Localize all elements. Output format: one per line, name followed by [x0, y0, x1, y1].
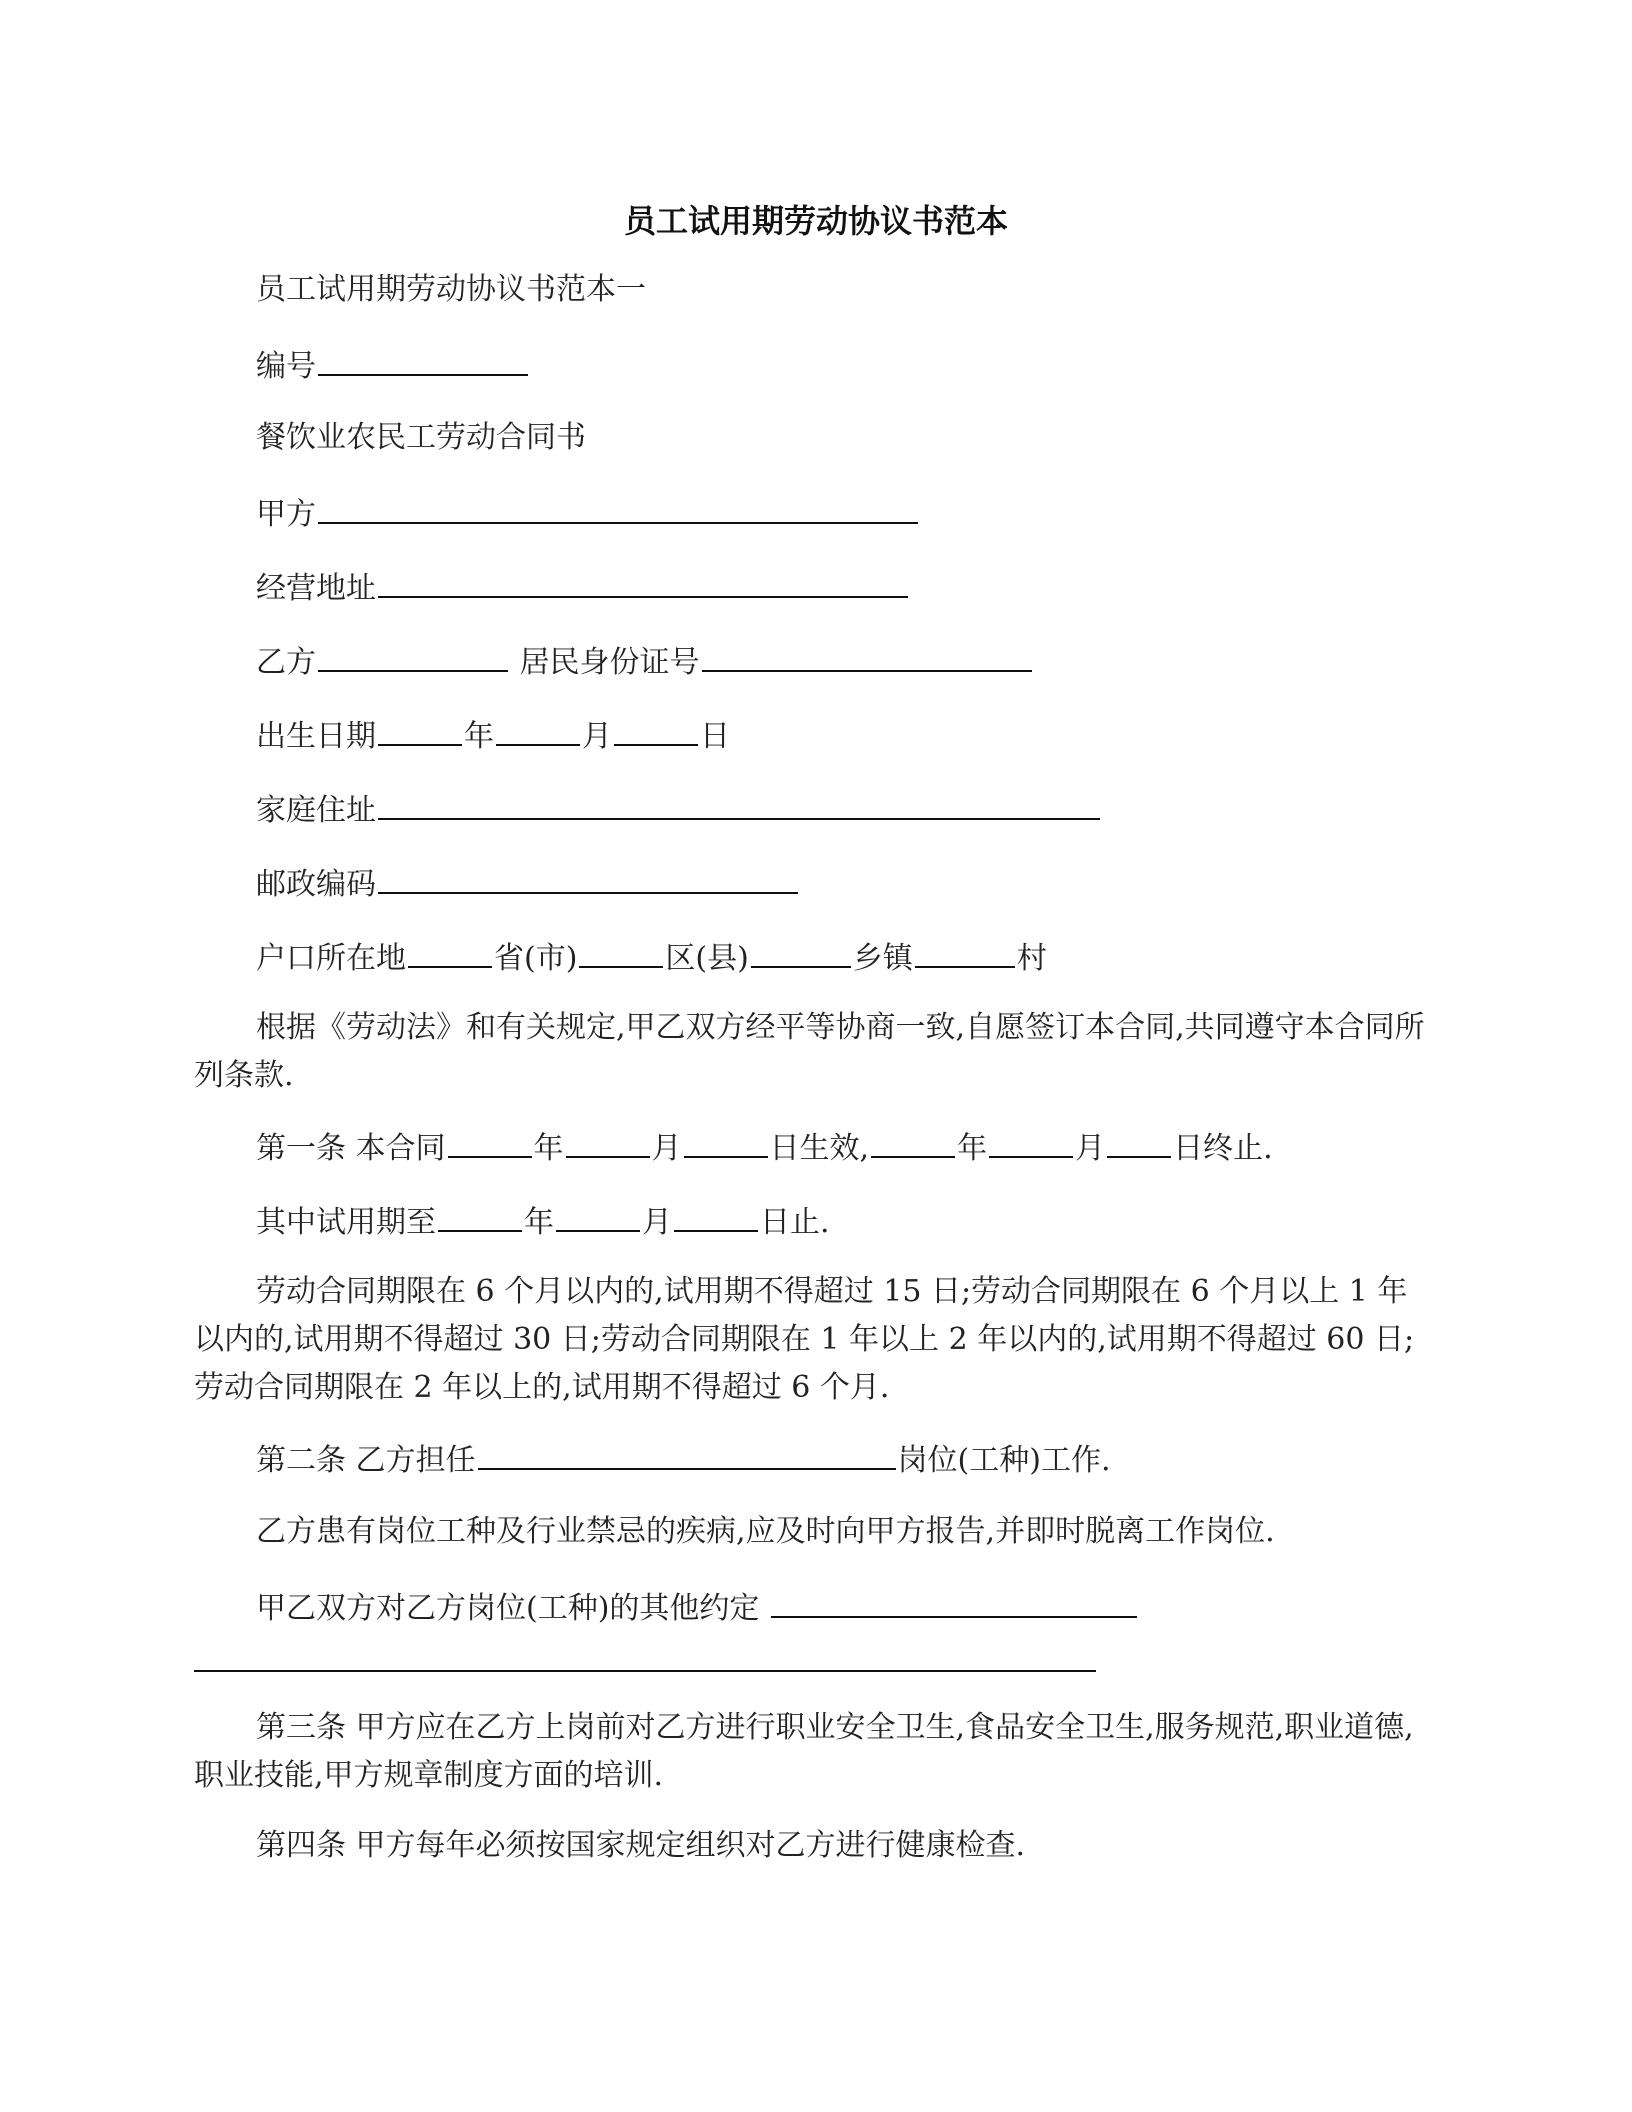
disease-clause: 乙方患有岗位工种及行业禁忌的疾病,应及时向甲方报告,并即时脱离工作岗位.: [256, 1514, 1275, 1549]
end-year-blank[interactable]: [871, 1126, 955, 1158]
document-title: 员工试用期劳动协议书范本: [623, 202, 1008, 240]
probation-rules-text: 劳动合同期限在 6 个月以内的,试用期不得超过 15 日;劳动合同期限在 6 个月以上 1 年以内的,试用期不得超过 30 日;劳动合同期限在 1 年以上 2 年以内的,试用期不得超过 60 日;劳动合同期限在 2 年以上的,试用期不得超过 6 个月.: [194, 1274, 1415, 1405]
end-year-label: 年: [957, 1131, 988, 1166]
home-address-blank[interactable]: [378, 788, 1100, 820]
postal-code-line: [256, 862, 800, 905]
postal-code-blank[interactable]: [378, 862, 798, 894]
article-3-paragraph: [194, 1704, 1434, 1800]
probation-line: [256, 1200, 830, 1243]
province-blank[interactable]: [408, 936, 492, 968]
article-3-text: 第三条 甲方应在乙方上岗前对乙方进行职业安全卫生,食品安全卫生,服务规范,职业道德,职业技能,甲方规章制度方面的培训.: [194, 1710, 1414, 1793]
id-number-label: 居民身份证号: [519, 645, 700, 680]
home-address-line: [256, 788, 1102, 831]
start-month-label: 月: [651, 1131, 682, 1166]
hukou-line: [256, 936, 1047, 979]
village-blank[interactable]: [915, 936, 1015, 968]
probation-prefix: 其中试用期至: [256, 1205, 436, 1240]
intro-text: 根据《劳动法》和有关规定,甲乙双方经平等协商一致,自愿签订本合同,共同遵守本合同所列条款.: [194, 1010, 1425, 1093]
probation-month-blank[interactable]: [556, 1200, 640, 1232]
business-address-label: 经营地址: [256, 571, 376, 606]
province-label: 省(市): [494, 941, 578, 976]
district-blank[interactable]: [579, 936, 663, 968]
start-day-blank[interactable]: [684, 1126, 768, 1158]
day-label: 日: [700, 719, 730, 754]
business-address-blank[interactable]: [378, 566, 908, 598]
subtitle: 员工试用期劳动协议书范本一: [256, 272, 646, 307]
town-label: 乡镇: [852, 941, 913, 976]
end-month-label: 月: [1075, 1131, 1106, 1166]
party-b-line: [256, 640, 1034, 683]
serial-label: 编号: [256, 349, 316, 384]
probation-year-label: 年: [524, 1205, 554, 1240]
effective-text: 日生效,: [769, 1131, 870, 1166]
village-label: 村: [1016, 941, 1047, 976]
district-label: 区(县): [665, 941, 749, 976]
other-agreement-continuation-blank[interactable]: [194, 1670, 1096, 1672]
birth-month-blank[interactable]: [496, 714, 580, 746]
intro-paragraph: [194, 1004, 1434, 1100]
home-address-label: 家庭住址: [256, 793, 376, 828]
article-1-line: [256, 1126, 1273, 1169]
probation-month-label: 月: [642, 1205, 672, 1240]
start-month-blank[interactable]: [566, 1126, 650, 1158]
probation-end-text: 日止.: [760, 1205, 830, 1240]
article-2-suffix: 岗位(工种)工作.: [897, 1443, 1111, 1478]
id-number-blank[interactable]: [702, 640, 1032, 672]
party-b-blank[interactable]: [318, 640, 508, 672]
article-1-prefix: 第一条 本合同: [256, 1131, 446, 1166]
article-2-prefix: 第二条 乙方担任: [256, 1443, 476, 1478]
other-agreement-line: [256, 1586, 1139, 1629]
article-4-line: 第四条 甲方每年必须按国家规定组织对乙方进行健康检查.: [256, 1828, 1026, 1863]
year-label: 年: [464, 719, 494, 754]
start-year-blank[interactable]: [448, 1126, 532, 1158]
position-blank[interactable]: [478, 1438, 896, 1470]
birth-date-line: [256, 714, 730, 757]
party-a-blank[interactable]: [318, 492, 918, 524]
business-address-line: [256, 566, 910, 609]
hukou-label: 户口所在地: [256, 941, 406, 976]
postal-code-label: 邮政编码: [256, 867, 376, 902]
month-label: 月: [582, 719, 612, 754]
serial-blank[interactable]: [318, 344, 528, 376]
probation-rules-paragraph: [194, 1268, 1434, 1412]
town-blank[interactable]: [751, 936, 851, 968]
end-day-blank[interactable]: [1107, 1126, 1171, 1158]
article-2-line: [256, 1438, 1111, 1481]
termination-text: 日终止.: [1173, 1131, 1273, 1166]
birth-day-blank[interactable]: [614, 714, 698, 746]
birth-date-label: 出生日期: [256, 719, 376, 754]
start-year-label: 年: [533, 1131, 564, 1166]
birth-year-blank[interactable]: [378, 714, 462, 746]
contract-name: 餐饮业农民工劳动合同书: [256, 420, 586, 455]
party-a-line: [256, 492, 920, 535]
probation-day-blank[interactable]: [674, 1200, 758, 1232]
other-agreement-blank[interactable]: [771, 1586, 1137, 1618]
serial-number-line: [256, 344, 530, 387]
party-a-label: 甲方: [256, 497, 316, 532]
other-agreement-label: 甲乙双方对乙方岗位(工种)的其他约定: [256, 1591, 760, 1626]
end-month-blank[interactable]: [989, 1126, 1073, 1158]
probation-year-blank[interactable]: [438, 1200, 522, 1232]
party-b-label: 乙方: [256, 645, 316, 680]
